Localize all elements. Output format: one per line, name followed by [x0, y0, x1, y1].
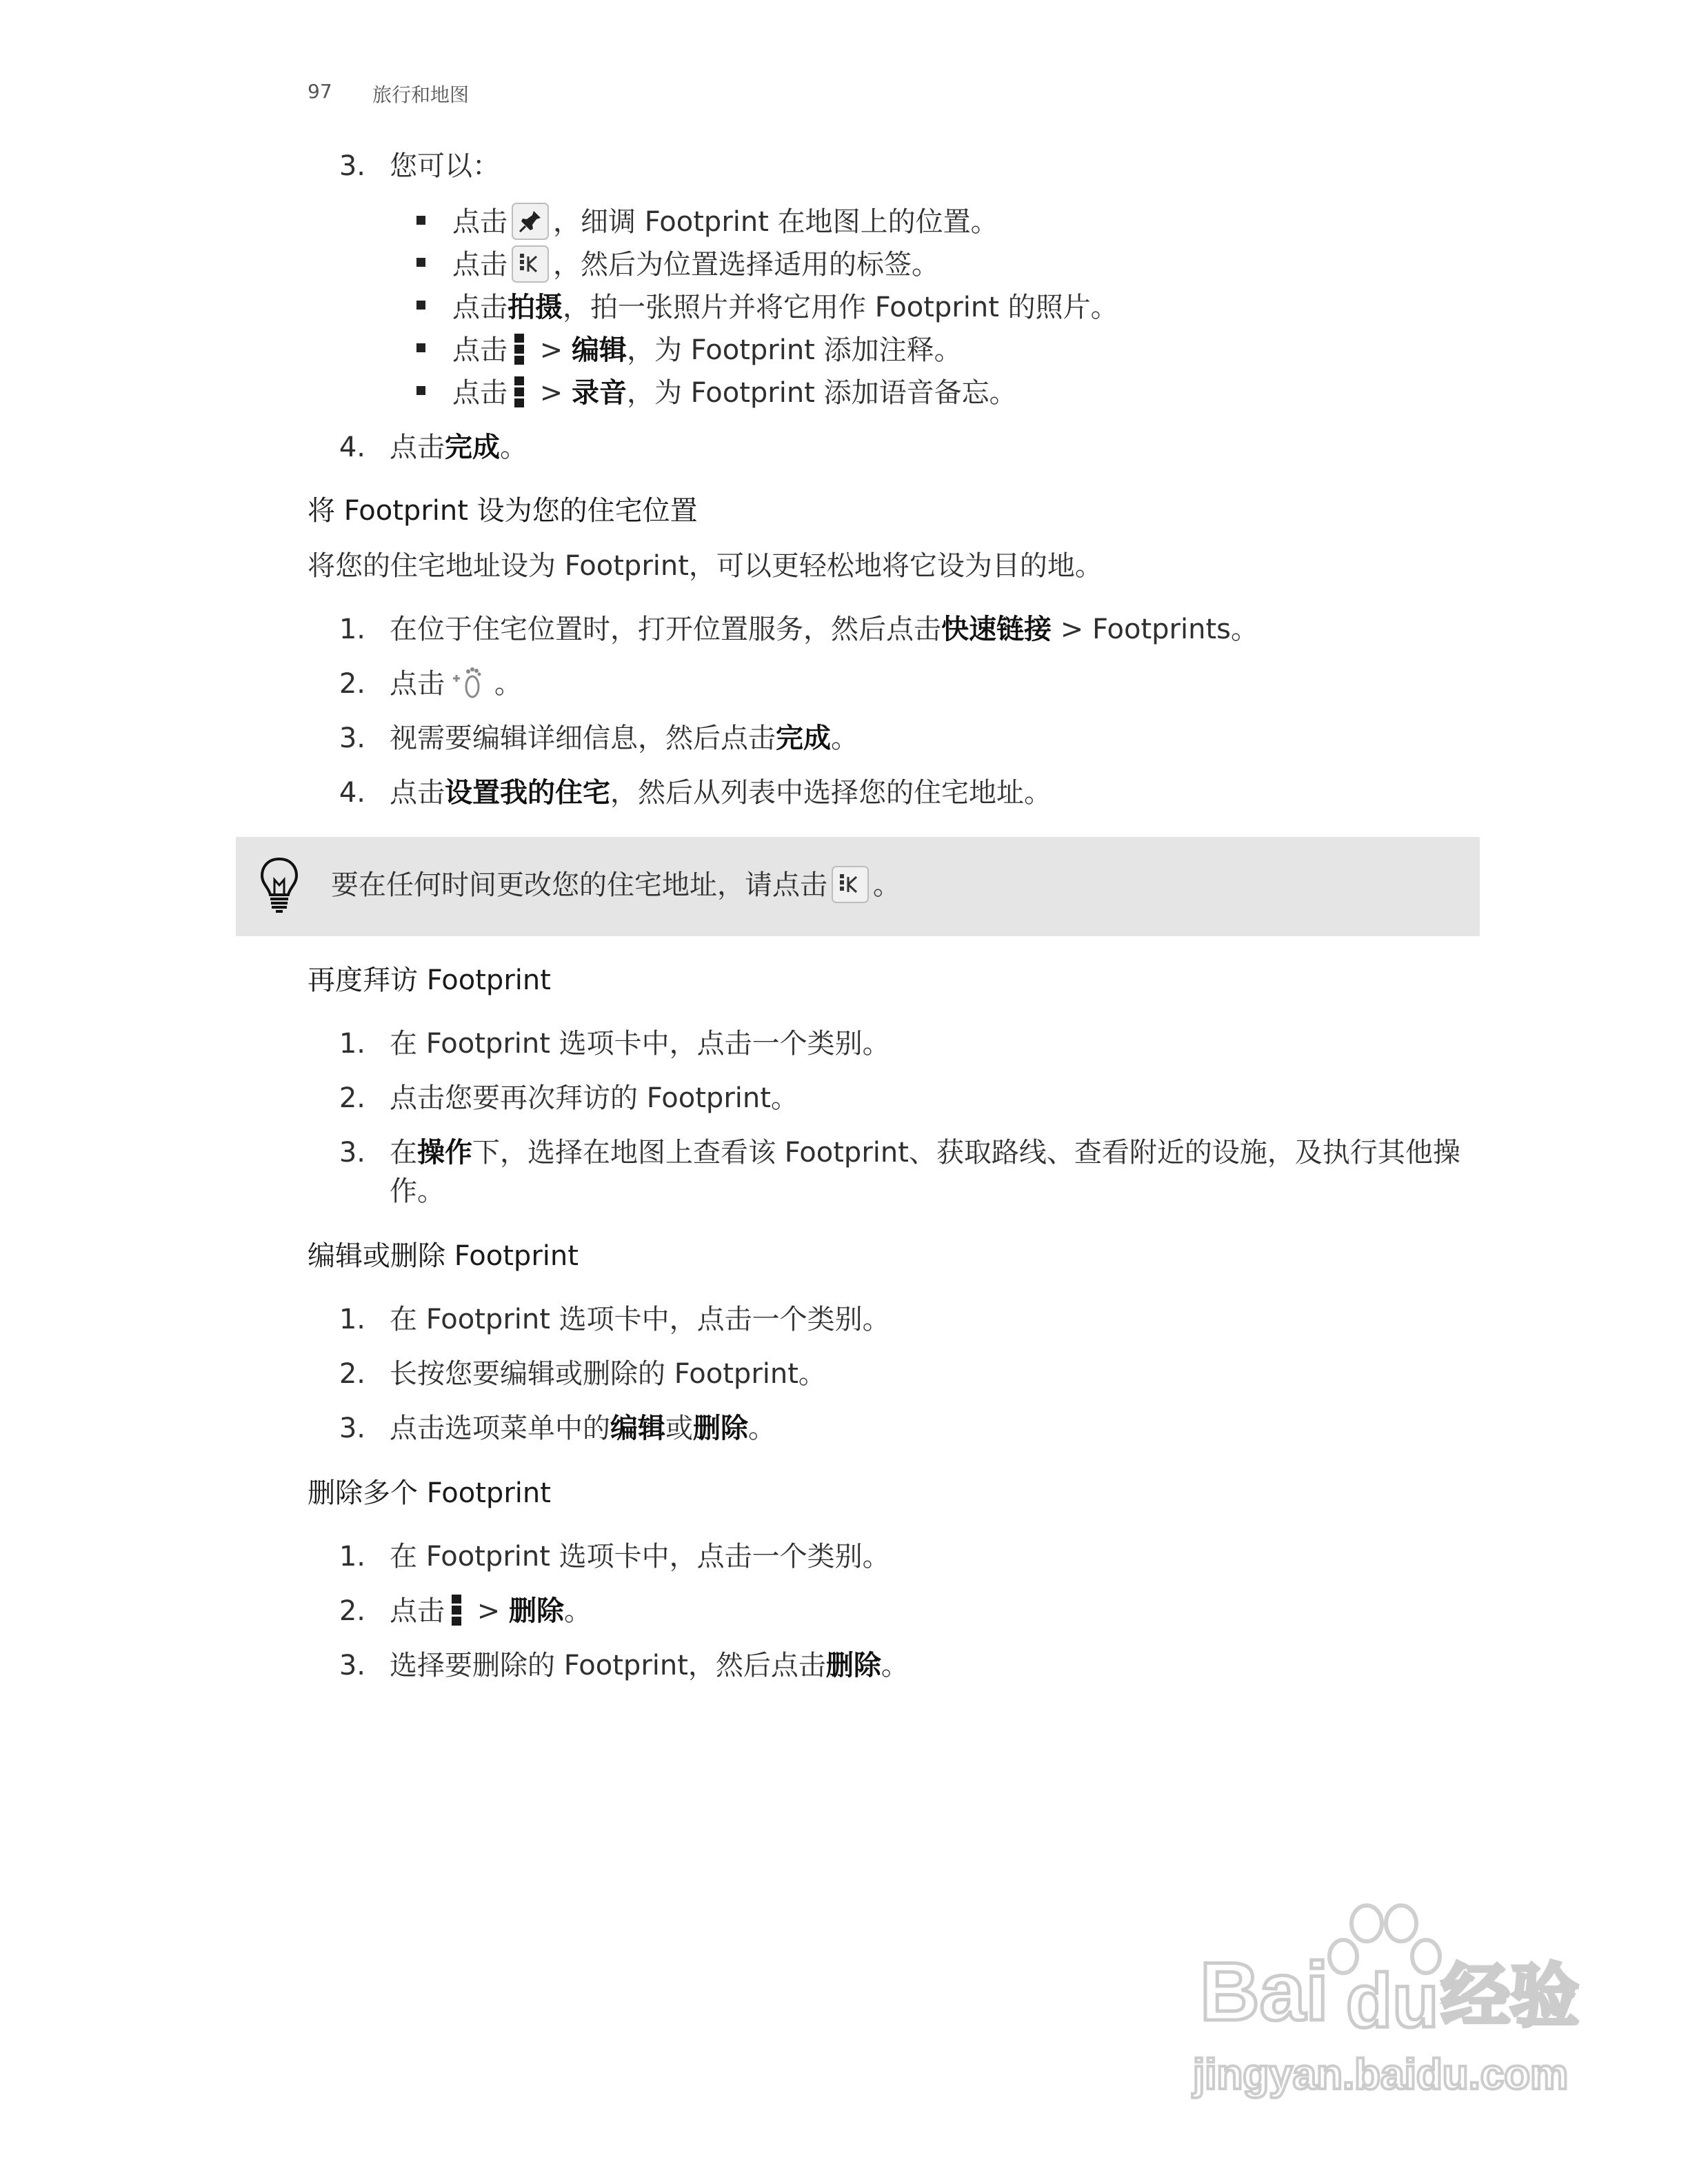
watermark-url: jingyan.baidu.com [1193, 2051, 1569, 2099]
bullet-text: ，然后为位置选择适用的标签。 [553, 249, 939, 281]
step-text-part: 。 [881, 1650, 909, 1681]
bullet-text: ，为 Footprint 添加注释。 [626, 334, 962, 366]
step-text [390, 1133, 1460, 1172]
tip-text [331, 866, 901, 905]
step-text-part: ，然后从列表中选择您的住宅地址。 [610, 777, 1052, 809]
step-text [390, 610, 1258, 649]
ui-label-delete: 删除 [825, 1650, 881, 1681]
step-number: 1. [339, 1541, 365, 1573]
section-heading: 删除多个 Footprint [308, 1477, 551, 1509]
bullet-item [452, 331, 962, 370]
tip-text-part: 。 [873, 869, 901, 901]
section-intro: 将您的住宅地址设为 Footprint，可以更轻松地将它设为目的地。 [308, 550, 1103, 582]
bullet-text: ，拍一张照片并将它用作 Footprint 的照片。 [563, 292, 1118, 323]
step-text [390, 428, 528, 467]
bullet-marker [416, 216, 425, 225]
step-number: 2. [339, 1595, 365, 1627]
bullet-text: 点击 [452, 249, 508, 281]
step-text-part: 下，选择在地图上查看该 Footprint、获取路线、查看附近的设施，及执行其他操 [472, 1137, 1460, 1169]
tip-text-part: 要在任何时间更改您的住宅地址，请点击 [331, 869, 827, 901]
step-text [390, 774, 1052, 812]
separator: > [531, 377, 572, 409]
ui-label-delete: 删除 [693, 1413, 748, 1444]
bullet-text: ，为 Footprint 添加语音备忘。 [626, 377, 1017, 409]
bullet-marker [416, 343, 425, 352]
step-text [390, 1409, 776, 1448]
ui-label-done: 完成 [445, 432, 500, 463]
ui-label-set-home: 设置我的住宅 [445, 777, 610, 809]
step-text-part: 视需要编辑详细信息，然后点击 [390, 722, 776, 754]
step-text-part: 。 [831, 722, 858, 754]
step-text-part: 点击 [390, 668, 445, 700]
menu-icon[interactable] [514, 334, 524, 365]
bullet-marker [416, 301, 425, 310]
step-text-part: 。 [563, 1595, 592, 1627]
step-number: 4. [339, 432, 365, 463]
section-heading: 编辑或删除 Footprint [308, 1240, 579, 1272]
separator: > [531, 334, 572, 366]
section-heading: 再度拜访 Footprint [308, 964, 551, 996]
step-number: 3. [339, 150, 365, 182]
bullet-text: 点击 [452, 334, 508, 366]
step-text: 您可以： [390, 150, 500, 182]
bullet-text: 点击 [452, 377, 508, 409]
watermark-brand: Bai [1200, 1945, 1329, 2038]
step-number: 2. [339, 668, 365, 700]
ui-label-quick-links: 快速链接 [941, 614, 1052, 645]
step-text-part: > Footprints。 [1052, 614, 1258, 645]
step-text [390, 1592, 592, 1630]
bullet-text: 点击 [452, 206, 508, 238]
section-heading: 将 Footprint 设为您的住宅位置 [308, 495, 698, 527]
step-text-part: 。 [748, 1413, 776, 1444]
step-number: 3. [339, 722, 365, 754]
step-number: 1. [339, 1304, 365, 1335]
ui-label-delete: 删除 [508, 1595, 564, 1627]
step-number: 1. [339, 614, 365, 645]
step-text-part: 在 [390, 1137, 417, 1169]
step-number: 1. [339, 1028, 365, 1060]
tag-select-icon[interactable] [832, 866, 869, 903]
step-text-continued: 作。 [390, 1175, 445, 1207]
step-text [390, 719, 858, 758]
step-number: 4. [339, 777, 365, 809]
add-footprint-icon[interactable] [450, 663, 489, 702]
step-text [390, 1646, 909, 1685]
ui-label-done: 完成 [776, 722, 831, 754]
step-text-part: 点击 [390, 432, 445, 463]
step-text [390, 665, 522, 705]
bullet-item [452, 288, 1118, 327]
step-text-part: 在位于住宅位置时，打开位置服务，然后点击 [390, 614, 941, 645]
step-text-part: 点击 [390, 777, 445, 809]
step-text: 在 Footprint 选项卡中，点击一个类别。 [390, 1304, 890, 1335]
step-number: 3. [339, 1137, 365, 1169]
tag-select-icon[interactable] [512, 245, 549, 283]
bullet-item [452, 203, 998, 242]
separator: > [468, 1595, 509, 1627]
lightbulb-icon [257, 855, 302, 917]
bullet-text: ，细调 Footprint 在地图上的位置。 [553, 206, 998, 238]
step-text-part: 点击选项菜单中的 [390, 1413, 610, 1444]
menu-icon[interactable] [452, 1595, 461, 1626]
ui-label-actions: 操作 [417, 1137, 472, 1169]
step-number: 3. [339, 1413, 365, 1444]
step-number: 3. [339, 1650, 365, 1681]
step-text-part: 或 [665, 1413, 693, 1444]
watermark-cn: 经验 [1441, 1956, 1579, 2036]
pin-icon[interactable] [512, 203, 549, 240]
step-number: 2. [339, 1358, 365, 1390]
menu-icon[interactable] [514, 376, 524, 408]
step-text-part: 点击 [390, 1595, 445, 1627]
bullet-marker [416, 386, 425, 395]
page-number: 97 [308, 80, 332, 103]
ui-label-capture: 拍摄 [508, 292, 563, 323]
step-text: 点击您要再次拜访的 Footprint。 [390, 1082, 798, 1114]
step-text: 在 Footprint 选项卡中，点击一个类别。 [390, 1541, 890, 1573]
step-text-part: 。 [494, 668, 522, 700]
ui-label-edit: 编辑 [571, 334, 627, 366]
step-text: 长按您要编辑或删除的 Footprint。 [390, 1358, 826, 1390]
step-number: 2. [339, 1082, 365, 1114]
chapter-title: 旅行和地图 [372, 83, 470, 106]
ui-label-record: 录音 [571, 377, 627, 409]
step-text: 在 Footprint 选项卡中，点击一个类别。 [390, 1028, 890, 1060]
baidu-jingyan-watermark [1186, 1903, 1586, 2110]
step-text-part: 选择要删除的 Footprint，然后点击 [390, 1650, 826, 1681]
bullet-item [452, 245, 939, 285]
bullet-marker [416, 258, 425, 267]
bullet-text: 点击 [452, 292, 508, 323]
bullet-item [452, 374, 1017, 412]
watermark-brand-2: du [1346, 1959, 1439, 2043]
step-text-part: 。 [500, 432, 528, 463]
ui-label-edit: 编辑 [610, 1413, 665, 1444]
